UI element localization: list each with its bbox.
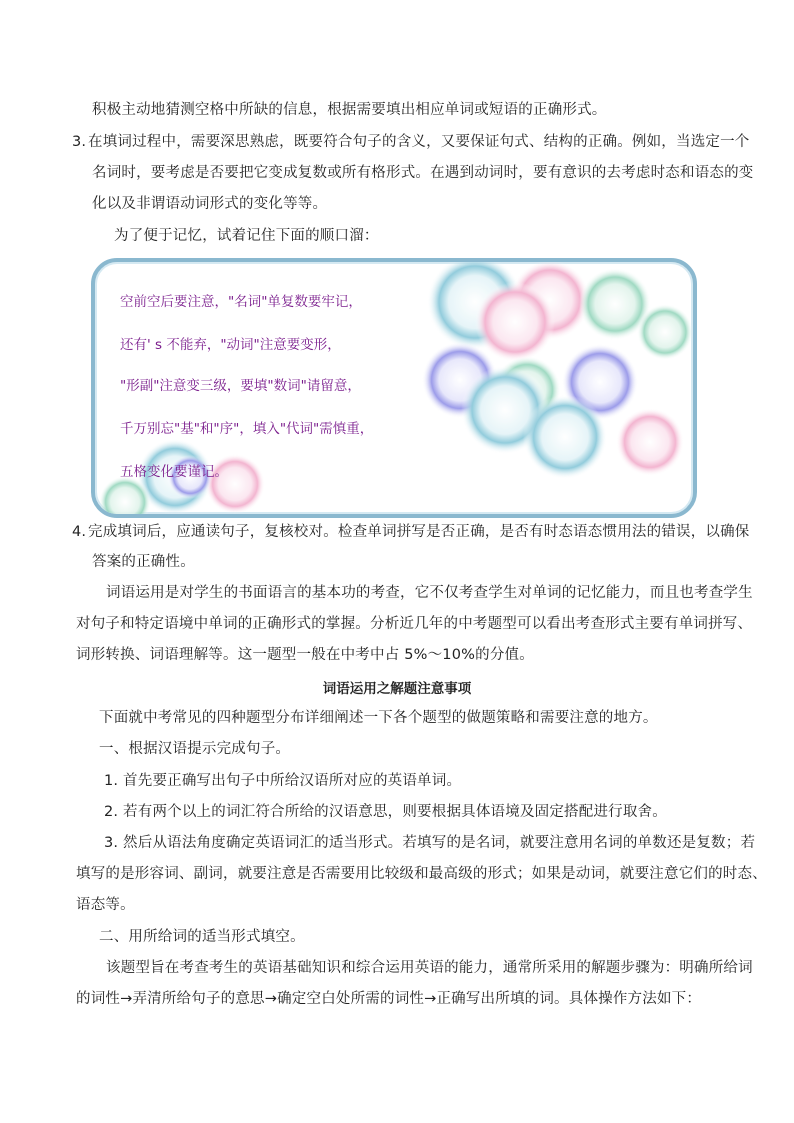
item-4-number: 4. [72, 524, 87, 540]
item-3-line-2: 名词时，要考虑是否要把它变成复数或所有格形式。在遇到动词时，要有意识的去考虑时态和语态的变 [92, 165, 754, 181]
part-1-heading: 一、根据汉语提示完成句子。 [99, 741, 291, 757]
part-1-step-3-line-2: 填写的是形容词、副词，就要注意是否需要用比较级和最高级的形式；如果是动词，就要注意它们的时态、 [76, 866, 767, 882]
mnemonic-intro: 为了便于记忆，试着记住下面的顺口溜： [114, 228, 379, 244]
part-2-line-2: 的词性→弄清所给句子的意思→确定空白处所需的词性→正确写出所填的词。具体操作方法如下： [76, 991, 702, 1007]
mnemonic-line-2: 还有' s 不能弃，"动词"注意要变形， [120, 337, 341, 353]
mnemonic-line-5: 五格变化要谨记。 [120, 464, 228, 480]
part-2-heading: 二、用所给词的适当形式填空。 [99, 929, 305, 945]
mnemonic-line-1: 空前空后要注意，"名词"单复数要牢记， [120, 294, 362, 310]
part-1-step-3-line-1: 3. 然后从语法角度确定英语词汇的适当形式。若填写的是名词，就要注意用名词的单数还是复数；若 [104, 835, 756, 851]
section-title: 词语运用之解题注意事项 [322, 681, 472, 697]
item-3-number: 3. [72, 134, 87, 150]
part-1-step-2: 2. 若有两个以上的词汇符合所给的汉语意思，则要根据具体语境及固定搭配进行取舍。 [104, 804, 667, 820]
intro-continuation: 积极主动地猜测空格中所缺的信息，根据需要填出相应单词或短语的正确形式。 [92, 102, 607, 118]
mnemonic-box [91, 258, 697, 518]
mnemonic-line-3: "形副"注意变三级，要填"数词"请留意， [120, 378, 361, 394]
item-3-line-1 [72, 132, 750, 152]
part-1-step-3-line-3: 语态等。 [76, 897, 135, 913]
mnemonic-line-4: 千万别忘"基"和"序"，填入"代词"需慎重， [120, 421, 374, 437]
item-3-text-1: 在填词过程中，需要深思熟虑，既要符合句子的含义，又要保证句式、结构的正确。例如，当选定一个 [88, 134, 750, 150]
item-4-line-1 [72, 522, 750, 542]
vocab-para-line-3: 词形转换、词语理解等。这一题型一般在中考中占 5%～10%的分值。 [76, 647, 534, 663]
item-4-text-1: 完成填词后，应通读句子，复核校对。检查单词拼写是否正确，是否有时态语态惯用法的错误，以确保 [88, 524, 750, 540]
item-3-line-3: 化以及非谓语动词形式的变化等等。 [92, 196, 328, 212]
vocab-para-line-1: 词语运用是对学生的书面语言的基本功的考查，它不仅考查学生对单词的记忆能力，而且也考查学生 [106, 585, 753, 601]
part-1-step-1: 1. 首先要正确写出句子中所给汉语所对应的英语单词。 [104, 773, 462, 789]
vocab-para-line-2: 对句子和特定语境中单词的正确形式的掌握。分析近几年的中考题型可以看出考查形式主要有单词拼写、 [76, 616, 753, 632]
part-2-line-1: 该题型旨在考查考生的英语基础知识和综合运用英语的能力，通常所采用的解题步骤为：明确所给词 [106, 960, 753, 976]
section-intro: 下面就中考常见的四种题型分布详细阐述一下各个题型的做题策略和需要注意的地方。 [99, 710, 658, 726]
item-4-line-2: 答案的正确性。 [92, 554, 195, 570]
